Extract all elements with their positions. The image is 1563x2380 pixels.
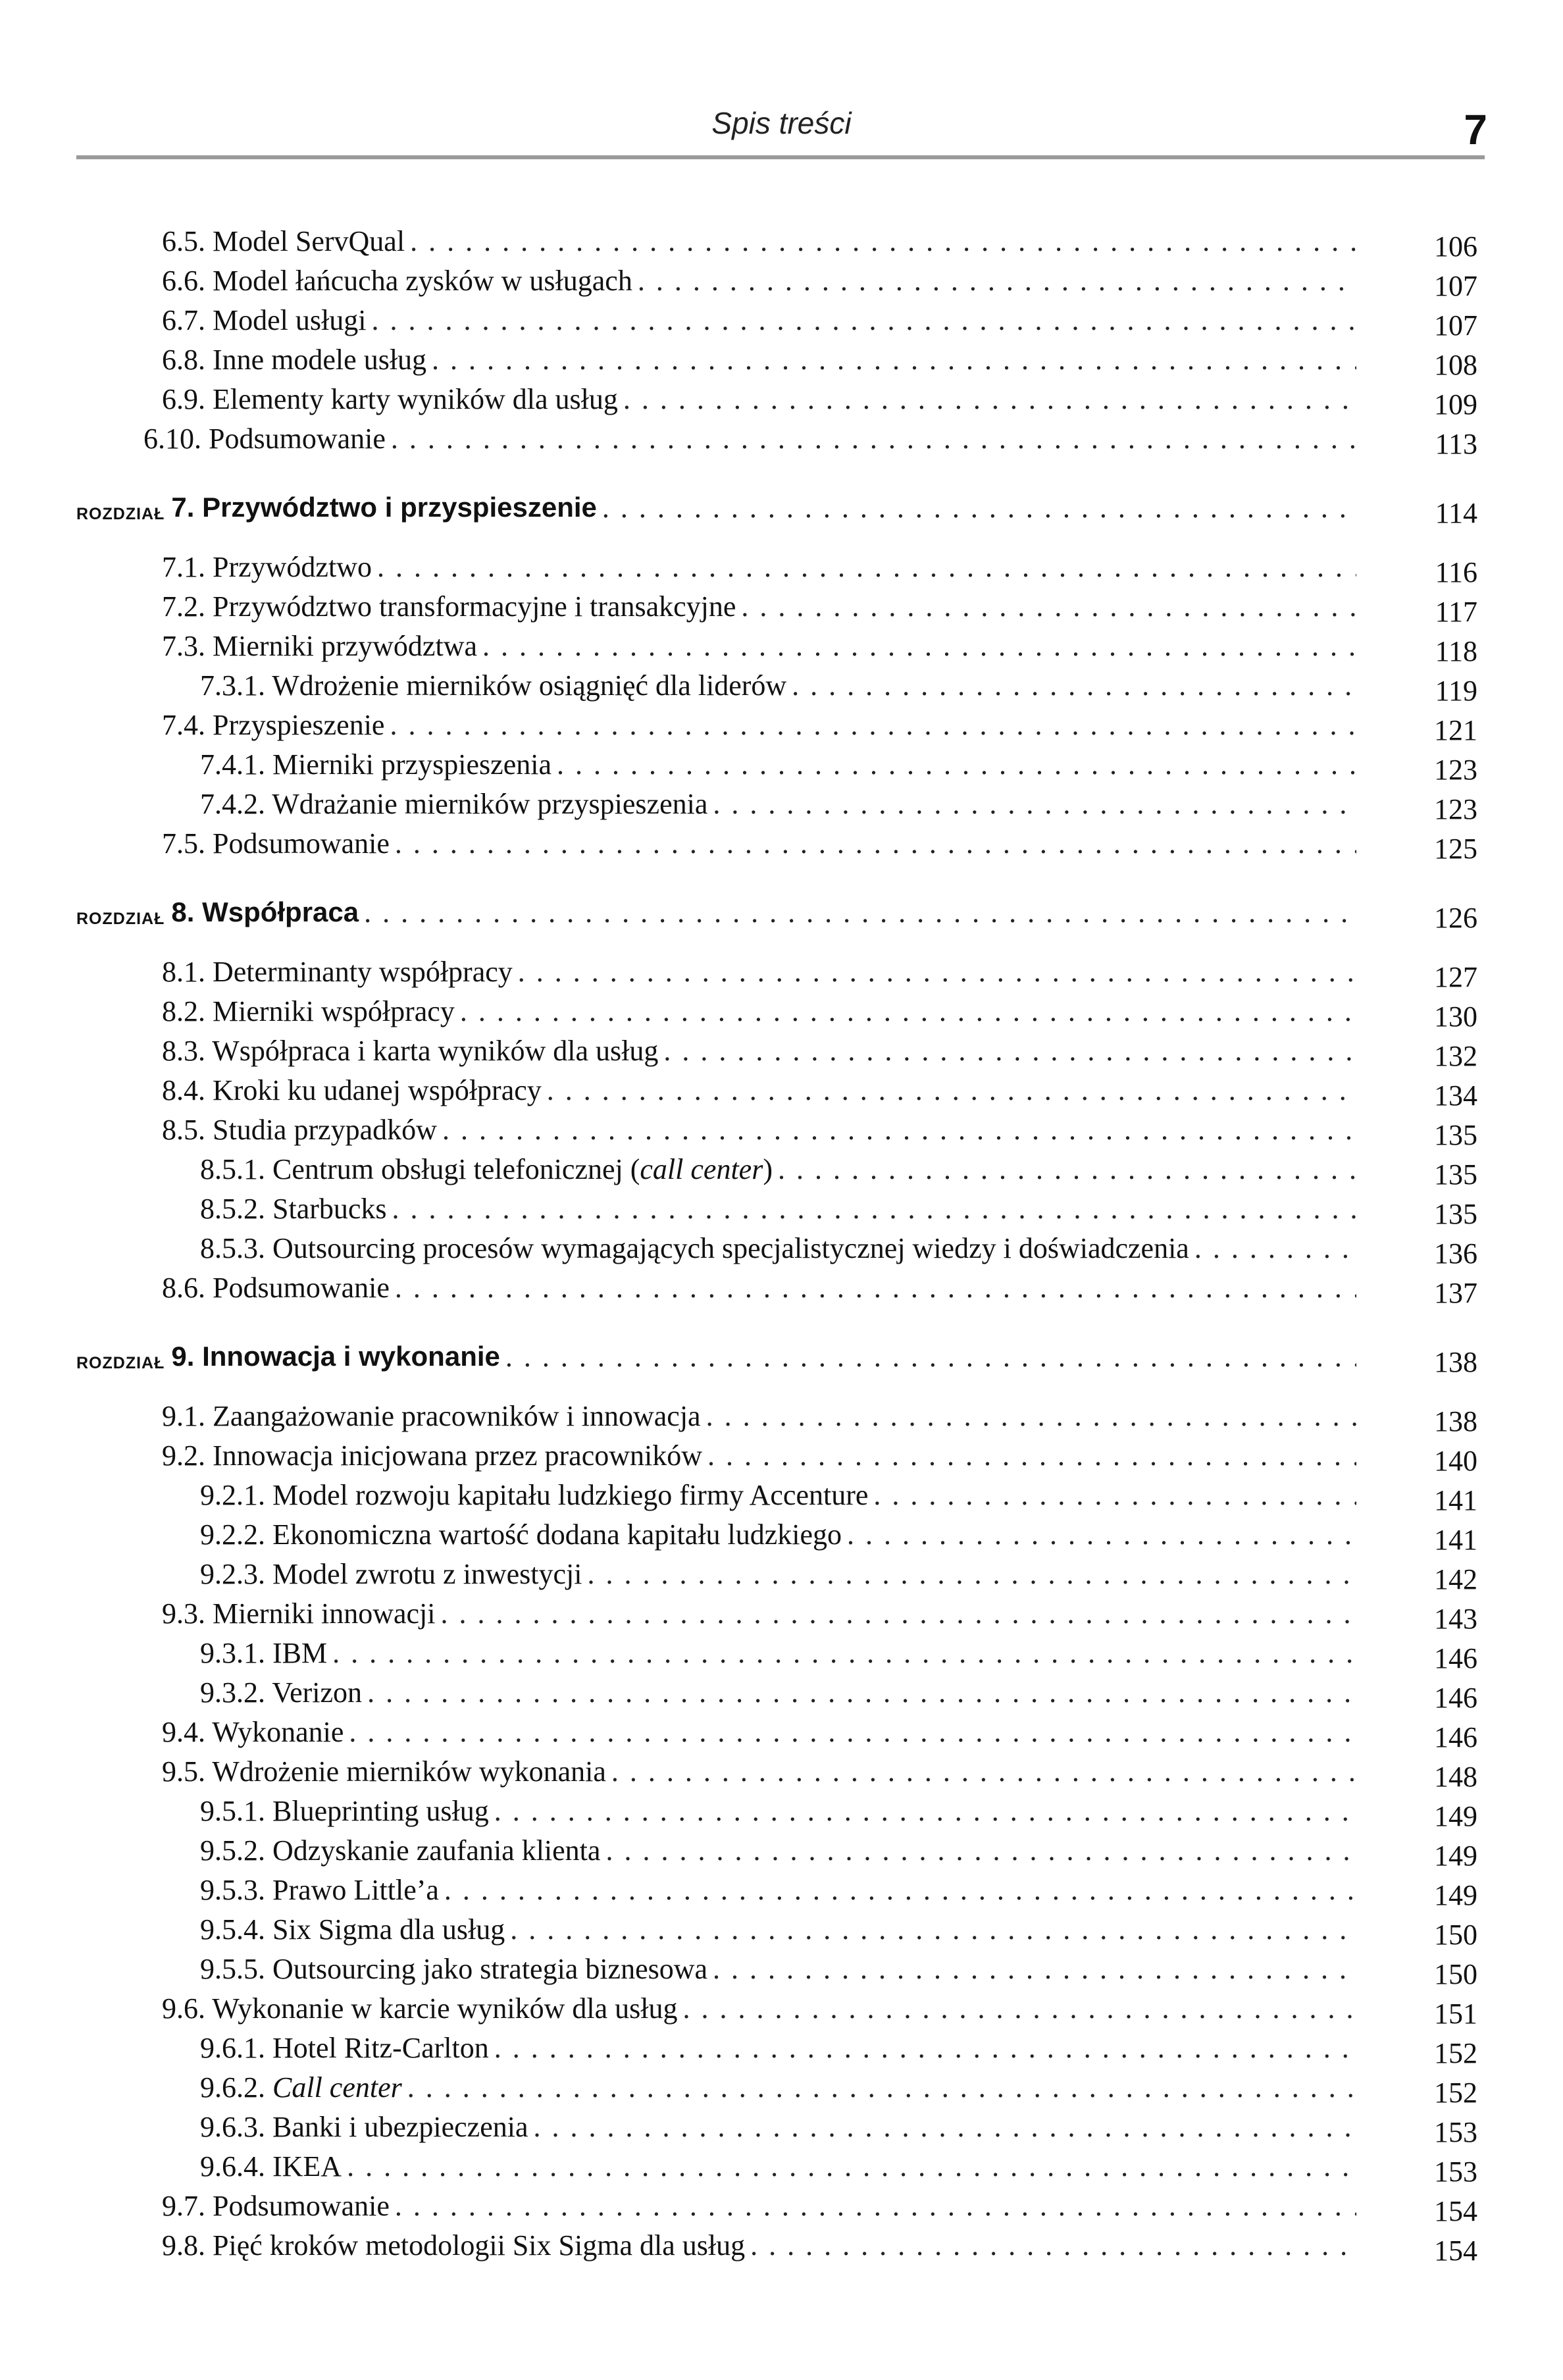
toc-entry-title: Przywództwo xyxy=(213,550,372,583)
toc-chapter-entry xyxy=(0,1337,1563,1376)
toc-entry-page: 109 xyxy=(1434,388,1477,421)
toc-entry-title: Wykonanie w karcie wyników dla usług xyxy=(212,1992,678,2025)
toc-entry-number: 9.3. xyxy=(162,1597,205,1630)
dot-leader xyxy=(442,1113,1356,1147)
toc-entry-number: 8.6. xyxy=(162,1271,205,1304)
dot-leader xyxy=(482,629,1356,663)
dot-leader xyxy=(494,2031,1356,2065)
toc-entry-page: 154 xyxy=(1434,2194,1477,2227)
toc-entry-title: IBM xyxy=(272,1636,328,1669)
dot-leader xyxy=(444,1873,1356,1907)
toc-entry-page: 117 xyxy=(1435,595,1477,628)
toc-entry-title: Pięć kroków metodologii Six Sigma dla usług xyxy=(213,2229,746,2262)
dot-leader xyxy=(364,896,1356,929)
toc-entry-label xyxy=(200,1518,842,1551)
toc-entry-number: 9.7. xyxy=(162,2189,205,2222)
dot-leader xyxy=(847,1518,1356,1551)
toc-entry-label xyxy=(200,1676,362,1709)
toc-entry-title: Outsourcing jako strategia biznesowa xyxy=(272,1952,708,1985)
toc-entry-title: Kroki ku udanej współpracy xyxy=(213,1074,542,1106)
toc-entry-number: 6.7. xyxy=(162,303,205,336)
dot-leader xyxy=(623,382,1356,416)
toc-chapter-entry xyxy=(0,488,1563,527)
toc-entry-title: IKEA xyxy=(272,2150,342,2183)
toc-entry-page: 118 xyxy=(1435,634,1477,667)
toc-entry-number: 7.4.1. xyxy=(200,748,265,781)
toc-entry-page: 135 xyxy=(1434,1118,1477,1151)
toc-entry-label xyxy=(200,1873,439,1907)
toc-entry xyxy=(0,1149,1563,1189)
dot-leader xyxy=(547,1074,1356,1107)
dot-leader xyxy=(518,955,1356,989)
dot-leader xyxy=(347,2150,1356,2183)
toc-entry xyxy=(0,1870,1563,1909)
toc-entry-number: 9.5.4. xyxy=(200,1913,265,1946)
dot-leader xyxy=(750,2229,1356,2262)
dot-leader xyxy=(611,1755,1356,1788)
toc-entry-label xyxy=(162,590,736,623)
toc-entry-number: 9. xyxy=(171,1341,195,1372)
toc-entry-number: 9.5. xyxy=(162,1755,205,1788)
toc-entry-page: 154 xyxy=(1434,2234,1477,2267)
toc-entry-page: 114 xyxy=(1435,496,1477,529)
toc-entry-number: 6.5. xyxy=(162,224,205,257)
toc-entry-number: 9.2. xyxy=(162,1439,205,1472)
toc-entry-title: Hotel Ritz-Carlton xyxy=(272,2031,489,2064)
toc-entry-title-italic: Call center xyxy=(272,2071,402,2104)
toc-entry-label xyxy=(162,1074,542,1107)
toc-entry xyxy=(0,1110,1563,1149)
toc-entry-page: 153 xyxy=(1434,2155,1477,2188)
toc-entry-number: 6.10. xyxy=(143,422,201,455)
dot-leader xyxy=(391,422,1356,455)
toc-entry-number: 9.5.5. xyxy=(200,1952,265,1985)
toc-entry-title: Zaangażowanie pracowników i innowacja xyxy=(213,1399,701,1432)
dot-leader xyxy=(533,2110,1356,2144)
toc-entry-label xyxy=(200,2150,342,2183)
toc-entry xyxy=(0,261,1563,300)
dot-leader xyxy=(638,264,1356,298)
toc-entry-label xyxy=(162,1271,390,1305)
toc-entry-page: 116 xyxy=(1435,556,1477,588)
toc-entry-title: Podsumowanie xyxy=(209,422,386,455)
toc-entry-title: Przywództwo i przyspieszenie xyxy=(202,492,597,523)
toc-entry-title: Elementy karty wyników dla usług xyxy=(213,382,618,415)
toc-entry-page: 149 xyxy=(1434,1839,1477,1872)
toc-entry-page: 134 xyxy=(1434,1079,1477,1112)
dot-leader xyxy=(741,590,1356,623)
toc-entry xyxy=(0,823,1563,863)
toc-entry-label xyxy=(162,303,366,337)
toc-entry-title: Współpraca xyxy=(202,896,359,927)
dot-leader xyxy=(706,1399,1356,1433)
toc-entry-title: Odzyskanie zaufania klienta xyxy=(272,1834,601,1867)
toc-entry-number: 7.2. xyxy=(162,590,205,623)
toc-entry-label xyxy=(200,2071,402,2104)
toc-entry-title: Wdrażanie mierników przyspieszenia xyxy=(272,787,708,820)
toc-entry-title: Podsumowanie xyxy=(213,1271,390,1304)
toc-entry-number: 9.8. xyxy=(162,2229,205,2262)
toc-entry-page: 123 xyxy=(1434,753,1477,786)
dot-leader xyxy=(410,224,1356,258)
toc-entry xyxy=(0,1633,1563,1672)
toc-entry-page: 138 xyxy=(1434,1345,1477,1378)
toc-entry-number: 9.5.3. xyxy=(200,1873,265,1906)
toc-entry-label xyxy=(200,2031,489,2065)
toc-entry-page: 150 xyxy=(1434,1918,1477,1951)
toc-entry-title: Model rozwoju kapitału ludzkiego firmy Accenture xyxy=(272,1478,869,1511)
header-rule xyxy=(76,155,1485,159)
toc-entry-page: 149 xyxy=(1434,1799,1477,1832)
toc-entry-number: 9.2.1. xyxy=(200,1478,265,1511)
toc-entry-title: Innowacja i wykonanie xyxy=(202,1341,500,1372)
toc-entry-label xyxy=(200,1231,1189,1265)
toc-entry-title: Blueprinting usług xyxy=(272,1794,489,1827)
dot-leader xyxy=(441,1597,1357,1630)
toc-entry-label xyxy=(162,1715,344,1749)
toc-entry-label xyxy=(162,629,477,663)
toc-entry-page: 146 xyxy=(1434,1681,1477,1714)
toc-entry-label xyxy=(200,748,551,781)
toc-entry xyxy=(0,1396,1563,1436)
chapter-word: ROZDZIAŁ xyxy=(76,910,165,928)
toc-entry xyxy=(0,1268,1563,1307)
toc-entry-label xyxy=(200,787,707,821)
toc-entry-label xyxy=(200,2110,528,2144)
toc-entry xyxy=(0,1475,1563,1514)
dot-leader xyxy=(663,1034,1356,1068)
toc-entry-number: 6.8. xyxy=(162,343,205,376)
toc-entry-title: Verizon xyxy=(272,1676,363,1709)
toc-entry xyxy=(0,744,1563,784)
toc-entry-title: Wykonanie xyxy=(212,1715,344,1748)
toc-entry-number: 8.4. xyxy=(162,1074,205,1106)
toc-entry-label xyxy=(200,1794,489,1828)
toc-entry xyxy=(0,2225,1563,2265)
toc-entry-page: 113 xyxy=(1435,427,1477,460)
toc-entry-number: 7. xyxy=(171,492,195,523)
toc-entry-page: 135 xyxy=(1434,1197,1477,1230)
toc-entry-number: 9.6.3. xyxy=(200,2110,265,2143)
toc-entry xyxy=(0,626,1563,665)
toc-entry-label xyxy=(200,1152,773,1186)
toc-entry-label xyxy=(200,1192,387,1226)
toc-entry-number: 9.5.2. xyxy=(200,1834,265,1867)
toc-entry-label xyxy=(162,995,455,1028)
toc-entry-title: Starbucks xyxy=(272,1192,387,1225)
toc-entry-page: 132 xyxy=(1434,1039,1477,1072)
toc-entry-label xyxy=(200,1636,327,1670)
toc-entry-page: 138 xyxy=(1434,1405,1477,1437)
toc-entry xyxy=(0,419,1563,458)
toc-entry-number: 6.6. xyxy=(162,264,205,297)
toc-entry-page: 108 xyxy=(1434,348,1477,381)
toc-entry-title-suffix: ) xyxy=(763,1152,773,1185)
toc-entry-page: 152 xyxy=(1434,2076,1477,2109)
toc-entry-label xyxy=(162,224,405,258)
toc-entry-number: 9.5.1. xyxy=(200,1794,265,1827)
toc-entry-number: 9.3.1. xyxy=(200,1636,265,1669)
toc-entry-label xyxy=(200,1557,582,1591)
toc-entry-title: Model ServQual xyxy=(213,224,405,257)
dot-leader xyxy=(494,1794,1356,1828)
toc-entry-title: Prawo Little’a xyxy=(272,1873,439,1906)
dot-leader xyxy=(792,669,1356,702)
toc-entry-title: Wdrożenie mierników wykonania xyxy=(212,1755,606,1788)
dot-leader xyxy=(395,2189,1356,2223)
toc-entry-page: 141 xyxy=(1434,1484,1477,1516)
toc-entry-title: Banki i ubezpieczenia xyxy=(272,2110,528,2143)
toc-entry xyxy=(0,1712,1563,1751)
toc-entry xyxy=(0,379,1563,419)
toc-entry-page: 146 xyxy=(1434,1720,1477,1753)
toc-chapter-entry xyxy=(0,892,1563,932)
toc-entry xyxy=(0,1949,1563,1988)
dot-leader xyxy=(390,708,1356,742)
toc-entry-label xyxy=(200,1913,505,1946)
toc-entry xyxy=(0,1070,1563,1110)
toc-entry-title: Współpraca i karta wyników dla usług xyxy=(212,1034,659,1067)
toc-entry xyxy=(0,1593,1563,1633)
toc-entry-title: Przywództwo transformacyjne i transakcyjne xyxy=(213,590,736,623)
toc-entry-page: 141 xyxy=(1434,1523,1477,1556)
toc-entry-page: 142 xyxy=(1434,1563,1477,1595)
toc-entry-page: 143 xyxy=(1434,1602,1477,1635)
toc-entry-page: 152 xyxy=(1434,2036,1477,2069)
toc-entry-label xyxy=(162,1755,606,1788)
toc-entry-page: 123 xyxy=(1434,792,1477,825)
toc-entry-number: 8.5.3. xyxy=(200,1231,265,1264)
toc-entry xyxy=(0,705,1563,744)
toc-entry-number: 8. xyxy=(171,896,195,927)
toc-entry-number: 7.3. xyxy=(162,629,205,662)
toc-entry xyxy=(0,2028,1563,2067)
toc-entry-page: 125 xyxy=(1434,832,1477,865)
toc-entry-number: 9.6.4. xyxy=(200,2150,265,2183)
toc-entry-page: 151 xyxy=(1434,1997,1477,2030)
toc-entry-label xyxy=(162,1034,658,1068)
toc-entry-page: 106 xyxy=(1434,230,1477,263)
toc-entry-page: 121 xyxy=(1434,713,1477,746)
toc-entry-title: Mierniki innowacji xyxy=(213,1597,436,1630)
dot-leader xyxy=(392,1192,1356,1226)
toc-entry-number: 9.4. xyxy=(162,1715,205,1748)
toc-entry-label xyxy=(143,422,386,455)
toc-entry-number: 9.6.1. xyxy=(200,2031,265,2064)
toc-entry-label xyxy=(162,1399,701,1433)
toc-entry-number: 7.4.2. xyxy=(200,787,265,820)
toc-entry-number: 9.2.3. xyxy=(200,1557,265,1590)
toc-entry xyxy=(0,1228,1563,1268)
toc-entry-page: 127 xyxy=(1434,960,1477,993)
toc-entry-label xyxy=(162,343,426,376)
toc-entry xyxy=(0,586,1563,626)
toc-entry xyxy=(0,1791,1563,1830)
table-of-contents xyxy=(0,221,1563,2265)
dot-leader xyxy=(713,787,1356,821)
toc-entry-title: Outsourcing procesów wymagających specjalistycznej wiedzy i doświadczenia xyxy=(272,1231,1189,1264)
toc-entry xyxy=(0,665,1563,705)
toc-entry xyxy=(0,991,1563,1031)
toc-entry xyxy=(0,1830,1563,1870)
dot-leader xyxy=(371,303,1356,337)
running-header-title: Spis treści xyxy=(711,106,852,140)
toc-entry-number: 9.3.2. xyxy=(200,1676,265,1709)
toc-entry xyxy=(0,300,1563,340)
dot-leader xyxy=(367,1676,1356,1709)
toc-entry-number: 9.6. xyxy=(162,1992,205,2025)
dot-leader xyxy=(873,1478,1356,1512)
toc-entry-title: Innowacja inicjowana przez pracowników xyxy=(213,1439,703,1472)
toc-entry xyxy=(0,1436,1563,1475)
toc-entry-number: 9.6.2. xyxy=(200,2071,265,2104)
dot-leader xyxy=(395,827,1356,860)
toc-entry-label xyxy=(200,1478,868,1512)
toc-entry-title: Przyspieszenie xyxy=(213,708,385,741)
dot-leader xyxy=(557,748,1356,781)
toc-entry-label xyxy=(162,2189,390,2223)
toc-entry-label xyxy=(76,492,597,523)
toc-entry-label xyxy=(162,955,513,989)
toc-entry-title: Podsumowanie xyxy=(213,2189,390,2222)
dot-leader xyxy=(683,1992,1356,2025)
dot-leader xyxy=(332,1636,1356,1670)
toc-entry-title: Ekonomiczna wartość dodana kapitału ludzkiego xyxy=(272,1518,842,1551)
toc-entry-number: 8.5. xyxy=(162,1113,205,1146)
toc-entry-title: Mierniki współpracy xyxy=(213,995,455,1027)
chapter-word: ROZDZIAŁ xyxy=(76,505,165,523)
toc-entry-label xyxy=(162,1597,436,1630)
toc-entry-page: 119 xyxy=(1435,674,1477,707)
dot-leader xyxy=(505,1340,1356,1374)
toc-entry-label xyxy=(162,1113,437,1147)
toc-entry xyxy=(0,1672,1563,1712)
toc-entry-label xyxy=(76,1341,500,1372)
dot-leader xyxy=(602,491,1356,525)
toc-entry-number: 8.5.1. xyxy=(200,1152,265,1185)
toc-entry-title-italic: call center xyxy=(640,1152,763,1185)
toc-entry xyxy=(0,1909,1563,1949)
toc-entry-page: 146 xyxy=(1434,1642,1477,1674)
toc-entry xyxy=(0,952,1563,991)
toc-entry-page: 137 xyxy=(1434,1276,1477,1309)
toc-entry-number: 8.5.2. xyxy=(200,1192,265,1225)
toc-entry-title: Model zwrotu z inwestycji xyxy=(272,1557,582,1590)
dot-leader xyxy=(713,1952,1356,1986)
toc-entry-number: 7.3.1. xyxy=(200,669,265,702)
toc-entry xyxy=(0,2146,1563,2186)
toc-entry xyxy=(0,1554,1563,1593)
toc-entry xyxy=(0,547,1563,586)
toc-entry-label xyxy=(162,1992,678,2025)
toc-entry-page: 150 xyxy=(1434,1957,1477,1990)
toc-entry-label xyxy=(76,896,359,928)
dot-leader xyxy=(407,2071,1356,2104)
dot-leader xyxy=(432,343,1356,376)
toc-entry-number: 8.3. xyxy=(162,1034,205,1067)
toc-entry xyxy=(0,784,1563,823)
dot-leader xyxy=(395,1271,1356,1305)
toc-entry-page: 148 xyxy=(1434,1760,1477,1793)
toc-entry xyxy=(0,2067,1563,2107)
toc-entry xyxy=(0,1514,1563,1554)
toc-entry-page: 135 xyxy=(1434,1158,1477,1191)
chapter-word: ROZDZIAŁ xyxy=(76,1354,165,1372)
toc-entry xyxy=(0,1031,1563,1070)
toc-entry xyxy=(0,1751,1563,1791)
toc-entry-title: Inne modele usług xyxy=(213,343,427,376)
toc-entry-page: 107 xyxy=(1434,309,1477,342)
toc-entry-title: Model usługi xyxy=(213,303,367,336)
toc-entry-label xyxy=(162,264,632,298)
toc-entry-title: Studia przypadków xyxy=(213,1113,437,1146)
toc-entry-number: 9.2.2. xyxy=(200,1518,265,1551)
page-number: 7 xyxy=(1464,106,1487,153)
toc-entry-title: Six Sigma dla usług xyxy=(272,1913,505,1946)
toc-entry-number: 7.4. xyxy=(162,708,205,741)
toc-entry xyxy=(0,221,1563,261)
toc-entry-label xyxy=(162,382,618,416)
toc-entry-number: 9.1. xyxy=(162,1399,205,1432)
toc-entry-page: 130 xyxy=(1434,1000,1477,1033)
toc-entry-title: Wdrożenie mierników osiągnięć dla liderów xyxy=(272,669,787,702)
toc-entry-label xyxy=(162,827,390,860)
toc-entry xyxy=(0,1189,1563,1228)
toc-entry-number: 7.1. xyxy=(162,550,205,583)
toc-entry-page: 153 xyxy=(1434,2115,1477,2148)
toc-entry xyxy=(0,340,1563,379)
toc-entry-title: Mierniki przywództwa xyxy=(213,629,477,662)
toc-entry-label xyxy=(162,708,384,742)
dot-leader xyxy=(460,995,1356,1028)
toc-entry xyxy=(0,1988,1563,2028)
toc-entry-page: 136 xyxy=(1434,1237,1477,1270)
toc-entry xyxy=(0,2107,1563,2146)
dot-leader xyxy=(349,1715,1356,1749)
toc-entry-title: Centrum obsługi telefonicznej ( xyxy=(272,1152,640,1185)
toc-entry xyxy=(0,2186,1563,2225)
toc-entry-page: 126 xyxy=(1434,901,1477,934)
toc-entry-page: 140 xyxy=(1434,1444,1477,1477)
toc-entry-label xyxy=(200,1834,600,1867)
dot-leader xyxy=(605,1834,1356,1867)
toc-entry-page: 149 xyxy=(1434,1878,1477,1911)
dot-leader xyxy=(377,550,1356,584)
dot-leader xyxy=(778,1152,1356,1186)
toc-entry-label xyxy=(162,550,372,584)
dot-leader xyxy=(510,1913,1356,1946)
toc-entry-number: 7.5. xyxy=(162,827,205,860)
toc-entry-number: 8.1. xyxy=(162,955,205,988)
toc-entry-title: Podsumowanie xyxy=(213,827,390,860)
toc-entry-number: 8.2. xyxy=(162,995,205,1027)
toc-entry-title: Determinanty współpracy xyxy=(213,955,513,988)
dot-leader xyxy=(587,1557,1356,1591)
dot-leader xyxy=(1194,1231,1356,1265)
dot-leader xyxy=(707,1439,1356,1472)
toc-entry-title: Model łańcucha zysków w usługach xyxy=(213,264,632,297)
toc-entry-title: Mierniki przyspieszenia xyxy=(272,748,551,781)
toc-entry-label xyxy=(200,669,786,702)
toc-entry-label xyxy=(162,2229,745,2262)
toc-entry-label xyxy=(200,1952,707,1986)
toc-entry-label xyxy=(162,1439,702,1472)
toc-entry-number: 6.9. xyxy=(162,382,205,415)
toc-entry-page: 107 xyxy=(1434,269,1477,302)
